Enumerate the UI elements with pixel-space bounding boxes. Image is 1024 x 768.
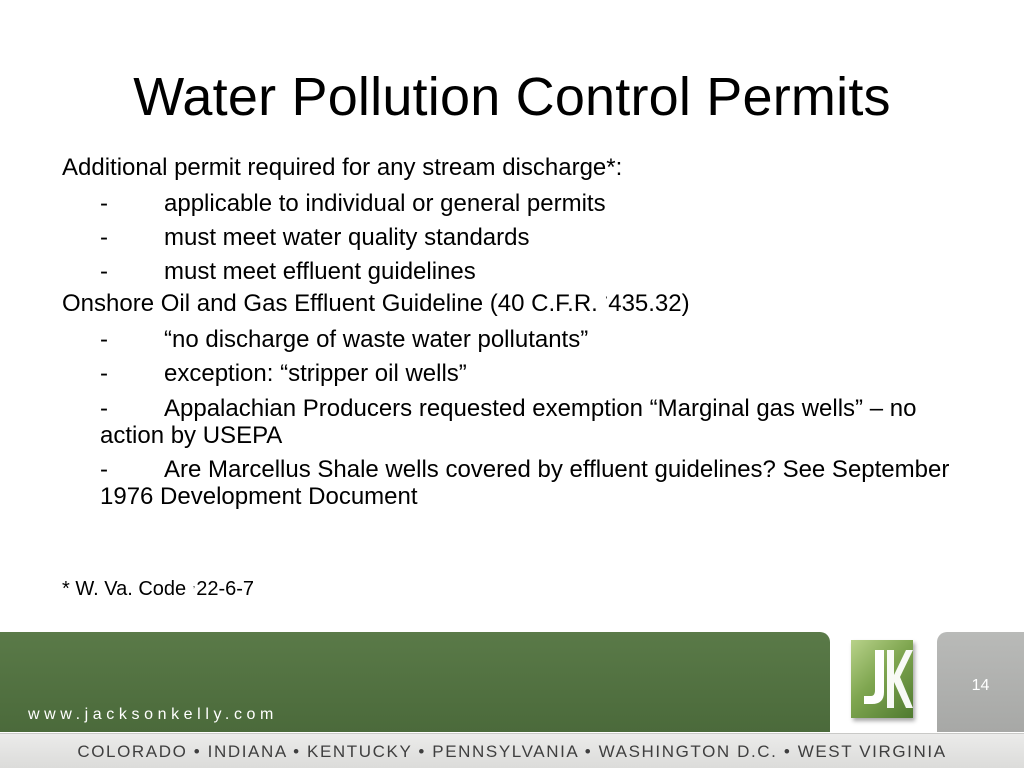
list-item <box>100 326 970 353</box>
footer-states-strip <box>0 734 1024 768</box>
bullet-dash: - <box>100 360 108 387</box>
footer-grey-band <box>937 632 1024 732</box>
page-title: Water Pollution Control Permits <box>133 67 891 127</box>
jackson-kelly-logo <box>851 640 913 718</box>
bullet-text: “no discharge of waste water pollutants” <box>164 326 589 353</box>
guideline-line <box>62 290 690 318</box>
bullet-dash: - <box>100 326 108 353</box>
guideline-suffix: 435.32) <box>608 290 690 317</box>
footnote <box>62 578 254 601</box>
bullet-text: must meet water quality standards <box>164 224 530 251</box>
intro-line: Additional permit required for any stream discharge*: <box>62 154 623 181</box>
footnote-prefix: * W. Va. Code <box>62 578 192 600</box>
bullet-text: exception: “stripper oil wells” <box>164 360 467 387</box>
jk-monogram-icon <box>851 640 913 718</box>
bullet-dash: - <box>100 224 108 251</box>
section-symbol: ' <box>605 295 608 305</box>
bullet-dash: - <box>100 456 108 483</box>
list-item <box>100 190 970 217</box>
footer-url[interactable]: www.jacksonkelly.com <box>28 706 278 723</box>
bullet-dash: - <box>100 395 108 422</box>
bullet-dash: - <box>100 258 108 285</box>
office-locations: COLORADO • INDIANA • KENTUCKY • PENNSYLVANIA • WASHINGTON D.C. • WEST VIRGINIA <box>77 742 947 761</box>
footnote-suffix: 22-6-7 <box>196 578 255 600</box>
bullet-text: must meet effluent guidelines <box>164 258 476 285</box>
page-number: 14 <box>971 677 990 694</box>
bullet-text: Are Marcellus Shale wells covered by effluent guidelines? See September 1976 Development Document <box>100 456 950 510</box>
list-item <box>100 224 970 251</box>
list-item <box>100 360 970 387</box>
bullet-dash: - <box>100 190 108 217</box>
list-item <box>100 258 970 285</box>
list-item <box>100 395 970 449</box>
guideline-prefix: Onshore Oil and Gas Effluent Guideline (40 C.F.R. <box>62 290 605 317</box>
bullet-text: applicable to individual or general permits <box>164 190 606 217</box>
bullet-text: Appalachian Producers requested exemption “Marginal gas wells” – no action by USEPA <box>100 395 917 449</box>
list-item <box>100 456 970 510</box>
footnote-symbol: , <box>192 579 196 589</box>
